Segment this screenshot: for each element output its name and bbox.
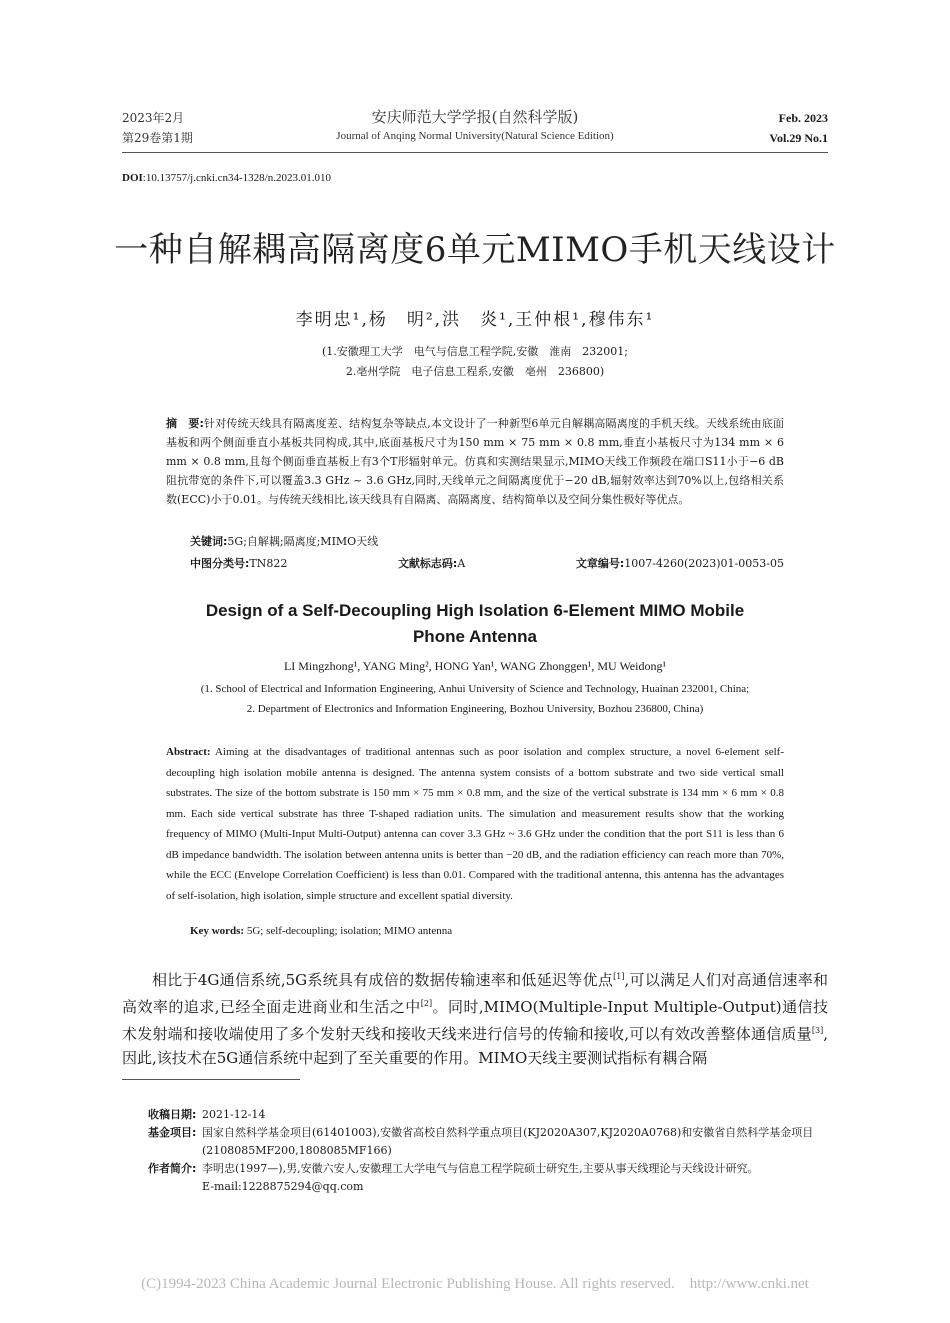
doi-line	[122, 172, 331, 184]
affiliations-cn	[100, 342, 850, 382]
clc-number	[190, 555, 287, 571]
fund-value: 国家自然科学基金项目(61401003),安徽省高校自然科学重点项目(KJ2020A307,KJ2020A0768)和安徽省自然科学基金项目(2108085MF200,1808085MF166)	[202, 1126, 814, 1157]
fund-row	[148, 1124, 828, 1160]
clc-value: TN822	[249, 557, 288, 570]
fund-label: 基金项目:	[148, 1126, 197, 1139]
journal-header	[300, 106, 650, 144]
authors-en: LI Mingzhong¹, YANG Ming², HONG Yan¹, WANG Zhonggen¹, MU Weidong¹	[283, 659, 667, 673]
author-bio-row	[148, 1160, 828, 1196]
author-bio-text: 李明忠(1997—),男,安徽六安人,安徽理工大学电气与信息工程学院硕士研究生,主要从事天线理论与天线设计研究。	[202, 1162, 759, 1175]
author-bio-label: 作者简介:	[148, 1162, 197, 1175]
authors-cn: 李明忠¹,杨 明²,洪 炎¹,王仲根¹,穆伟东¹	[295, 310, 655, 330]
doc-code-label: 文献标志码:	[397, 557, 458, 570]
body-text-2: ,可以满足人们对高通信速率和高效率的追求,已经全面走进商业和生活之中	[122, 971, 828, 1016]
article-number-label: 文章编号:	[575, 557, 625, 570]
abstract-cn-label: 摘 要:	[166, 417, 204, 430]
article-number	[576, 555, 784, 571]
keywords-en-text: 5G; self-decoupling; isolation; MIMO antenna	[244, 925, 453, 937]
affiliation-cn-1: (1.安徽理工大学 电气与信息工程学院,安徽 淮南 232001;	[322, 345, 628, 358]
received-value: 2021-12-14	[202, 1108, 266, 1121]
keywords-cn-label: 关键词:	[190, 535, 228, 548]
classification-row	[190, 555, 784, 571]
citation-2[interactable]: [2]	[420, 999, 433, 1008]
affiliations-en	[100, 679, 850, 719]
keywords-en	[190, 925, 452, 937]
doc-code-value: A	[457, 557, 466, 570]
keywords-cn	[190, 533, 378, 549]
abstract-cn-text: 针对传统天线具有隔离度差、结构复杂等缺点,本文设计了一种新型6单元自解耦高隔离度的手机天线。天线系统由底面基板和两个侧面垂直小基板共同构成,其中,底面基板尺寸为150 mm × 75 mm × 0.8 mm,垂直小基板尺寸为134 mm × 6 mm × 0.8 mm,且每个侧面垂直基板上有3个T形辐射单元。仿真和实测结果显示,MIMO天线工作频段在端口S11小于−6 dB阻抗带宽的条件下,可以覆盖3.3 GHz ~ 3.6 GHz,同时,天线单元之间隔离度优于−20 dB,辐射效率达到70%以上,包络相关系数(ECC)小于0.01。与传统天线相比,该天线具有自隔离、高隔离度、结构简单以及空间分集性极好等优点。	[166, 417, 784, 506]
citation-1[interactable]: [1]	[613, 972, 625, 981]
issue-date-en: Feb. 2023	[778, 111, 828, 125]
body-paragraph	[122, 965, 828, 1070]
abstract-en	[166, 742, 784, 906]
doi-value: :10.13757/j.cnki.cn34-1328/n.2023.01.010	[142, 172, 331, 184]
body-text-1: 相比于4G通信系统,5G系统具有成倍的数据传输速率和低延迟等优点	[152, 971, 614, 989]
footnote-divider	[122, 1079, 300, 1080]
journal-name-en: Journal of Anqing Normal University(Natural Science Edition)	[336, 130, 614, 142]
paper-title-cn: 一种自解耦高隔离度6单元MIMO手机天线设计	[114, 230, 836, 270]
document-code	[398, 555, 465, 571]
title-en-line-2: Phone Antenna	[412, 627, 538, 646]
footnotes	[148, 1106, 828, 1196]
affiliation-cn-2: 2.亳州学院 电子信息工程系,安徽 亳州 236800)	[345, 365, 605, 378]
header-right	[769, 108, 828, 148]
header-left	[122, 108, 193, 148]
abstract-en-text: Aiming at the disadvantages of traditional antennas such as poor isolation and complex structure, a novel 6-element self-decoupling high isolation mobile antenna is designed. The antenna system consists of a bottom substrate and two side vertical small substrates. The size of the bottom substrate is 150 mm × 75 mm × 0.8 mm, and the size of the vertical substrate is 134 mm × 6 mm × 0.8 mm. Each side vertical substrate has three T-shaped radiation units. The simulation and measurement results show that the working frequency of MIMO (Multi-Input Multi-Output) antenna can cover 3.3 GHz ~ 3.6 GHz under the condition that the port S11 is less than 6 dB impedance bandwidth. The isolation between antenna units is better than −20 dB, and the radiation efficiency can reach more than 70%, while the ECC (Envelope Correlation Coefficient) is less than 0.01. Compared with the traditional antenna, this antenna has the advantages of self-isolation, high isolation, simple structure and excellent spatial diversity.	[166, 746, 784, 902]
keywords-cn-text: 5G;自解耦;隔离度;MIMO天线	[227, 535, 379, 548]
received-date-row	[148, 1106, 828, 1124]
clc-label: 中图分类号:	[190, 557, 250, 570]
body-text-4: ,因此,该技术在5G通信系统中起到了至关重要的作用。MIMO天线主要测试指标有耦合隔	[122, 1025, 828, 1067]
issue-volume-cn: 第29卷第1期	[122, 131, 193, 145]
article-number-value: 1007-4260(2023)01-0053-05	[624, 557, 784, 570]
paper-title-en	[150, 598, 800, 650]
copyright-watermark: (C)1994-2023 China Academic Journal Electronic Publishing House. All rights reserved. http://www.cnki.net	[141, 1276, 809, 1292]
title-en-line-1: Design of a Self-Decoupling High Isolation 6-Element MIMO Mobile	[205, 601, 745, 620]
abstract-cn	[166, 414, 784, 509]
affiliation-en-1: (1. School of Electrical and Information Engineering, Anhui University of Science and Technology, Huainan 232001, China;	[200, 683, 750, 695]
affiliation-en-2: 2. Department of Electronics and Information Engineering, Bozhou University, Bozhou 236800, China)	[246, 703, 704, 715]
received-label: 收稿日期:	[148, 1108, 197, 1121]
keywords-en-label: Key words:	[190, 925, 245, 937]
body-text-3: 。同时,MIMO(Multiple-Input Multiple-Output)通信技术发射端和接收端使用了多个发射天线和接收天线来进行信号的传输和接收,可以有效改善整体通信质量	[122, 998, 828, 1043]
author-bio-value	[202, 1160, 828, 1196]
doi-label: DOI	[122, 172, 143, 184]
author-email: E-mail:1228875294@qq.com	[202, 1180, 364, 1193]
citation-3[interactable]: [3]	[811, 1026, 824, 1035]
journal-name-cn: 安庆师范大学学报(自然科学版)	[371, 108, 579, 126]
issue-volume-en: Vol.29 No.1	[769, 131, 828, 145]
issue-date-cn: 2023年2月	[122, 111, 185, 125]
header-divider	[122, 152, 828, 153]
abstract-en-label: Abstract:	[166, 746, 211, 758]
